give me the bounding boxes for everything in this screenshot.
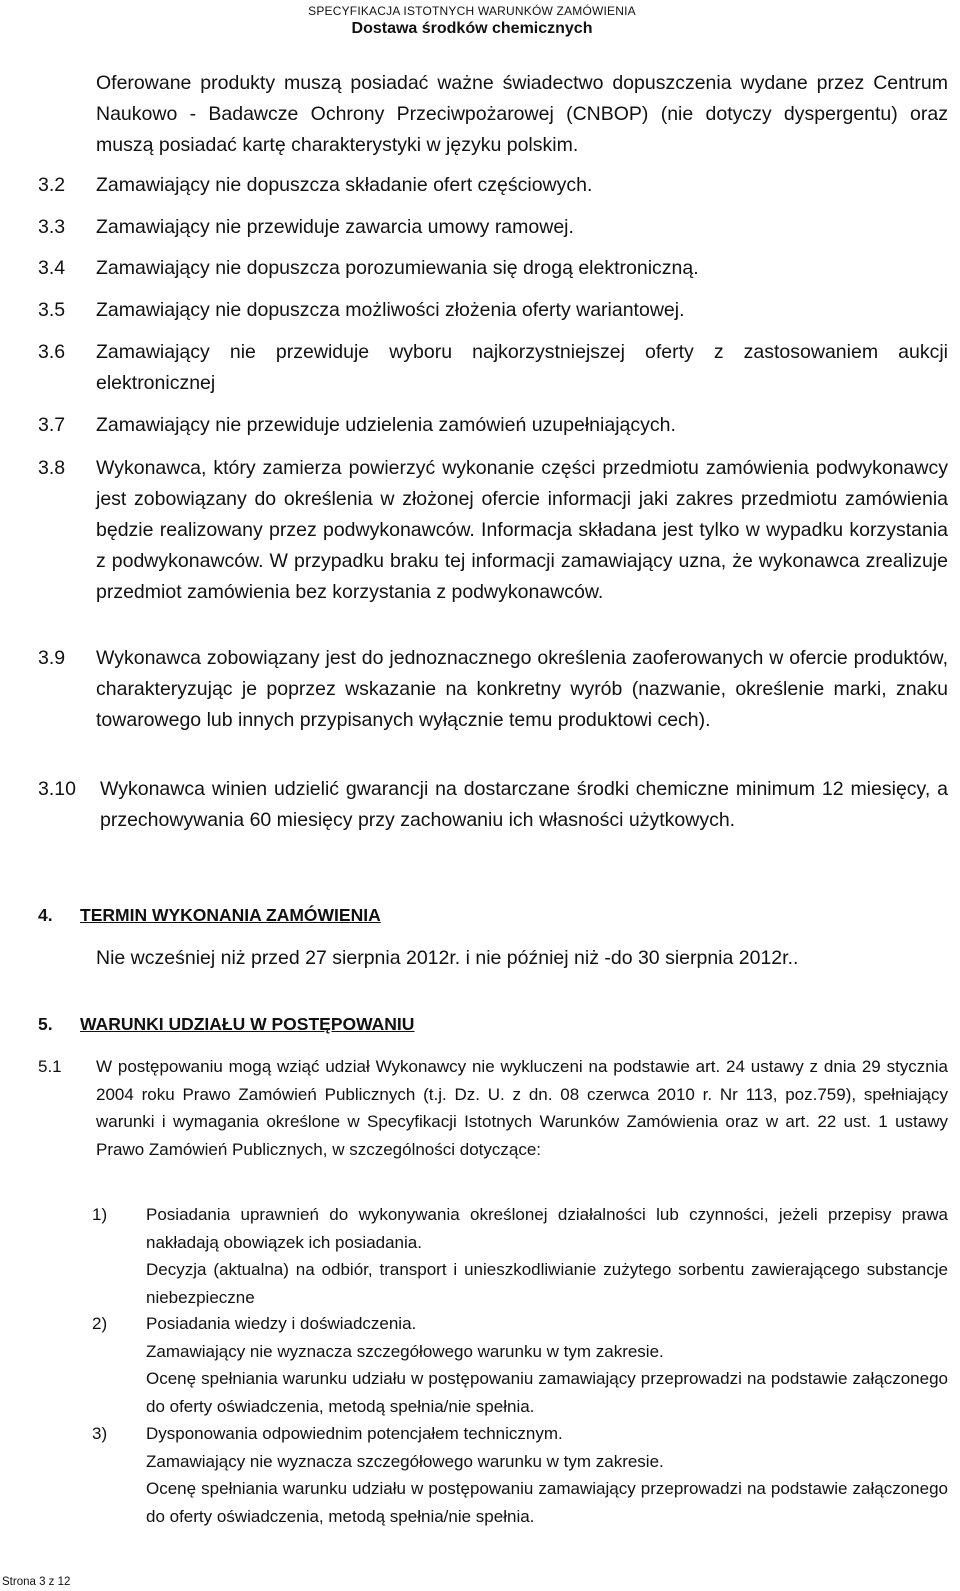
condition-text: [146, 1201, 948, 1311]
condition-number: 3): [92, 1424, 108, 1443]
page-header: [302, 4, 642, 38]
clause-number: 3.6: [38, 341, 66, 363]
condition-number: 2): [92, 1314, 108, 1333]
section-number: 4.: [38, 905, 53, 925]
clause-text: Zamawiający nie dopuszcza porozumiewania się drogą elektroniczną.: [96, 257, 699, 279]
clause-number: 3.9: [38, 647, 66, 669]
condition-line: Decyzja (aktualna) na odbiór, transport i unieszkodliwianie zużytego sorbentu zawierającego substancje niebezpieczne: [146, 1260, 948, 1307]
clause-number: 3.5: [38, 299, 66, 321]
condition-line: Posiadania wiedzy i doświadczenia.: [146, 1314, 417, 1333]
clause-text: Zamawiający nie dopuszcza możliwości złożenia oferty wariantowej.: [96, 299, 685, 321]
section-4-text: Nie wcześniej niż przed 27 sierpnia 2012r. i nie później niż -do 30 sierpnia 2012r..: [96, 947, 799, 969]
clause-text: W postępowaniu mogą wziąć udział Wykonawcy nie wykluczeni na podstawie art. 24 ustawy z dnia 29 stycznia 2004 roku Prawo Zamówień Publicznych (t.j. Dz. U. z dn. 08 czerwca 2010 r. Nr 113, poz.759), spełniający warunki i wymagania określone w Specyfikacji Istotnych Warunków Zamówienia oraz w art. 22 ust. 1 ustawy Prawo Zamówień Publicznych, w szczególności dotyczące:: [96, 1057, 948, 1159]
clause-number: 3.10: [38, 778, 76, 800]
clause-text: Zamawiający nie przewiduje udzielenia zamówień uzupełniających.: [96, 414, 676, 436]
header-subject: Dostawa środków chemicznych: [351, 20, 593, 37]
clause-text: Wykonawca zobowiązany jest do jednoznacznego określenia zaoferowanych w ofercie produktów, charakteryzując je poprzez wskazanie na konkretny wyrób (nazwanie, określenie marki, znaku towarowego lub innych przypisanych wyłącznie temu produktowi cech).: [96, 647, 948, 731]
section-number: 5.: [38, 1014, 53, 1034]
section-4-heading: [38, 905, 381, 926]
clause-number: 3.3: [38, 216, 66, 238]
clause-number: 3.8: [38, 457, 66, 479]
section-title: TERMIN WYKONANIA ZAMÓWIENIA: [80, 905, 381, 925]
clause-text: Zamawiający nie dopuszcza składanie ofert częściowych.: [96, 174, 593, 196]
clause-text: Zamawiający nie przewiduje wyboru najkorzystniejszej oferty z zastosowaniem aukcji elektronicznej: [96, 341, 948, 394]
condition-line: Ocenę spełniania warunku udziału w postępowaniu zamawiający przeprowadzi na podstawie załączonego do oferty oświadczenia, metodą spełnia/nie spełnia.: [146, 1479, 948, 1526]
page-number: Strona 3 z 12: [2, 1576, 71, 1588]
clause-text: Wykonawca winien udzielić gwarancji na dostarczane środki chemiczne minimum 12 miesięcy, a przechowywania 60 miesięcy przy zachowaniu ich własności użytkowych.: [100, 778, 948, 831]
condition-text: [146, 1420, 948, 1530]
clause-number: 3.2: [38, 174, 66, 196]
intro-paragraph: Oferowane produkty muszą posiadać ważne świadectwo dopuszczenia wydane przez Centrum Naukowo - Badawcze Ochrony Przeciwpożarowej (CNBOP) (nie dotyczy dyspergentu) oraz muszą posiadać kartę charakterystyki w języku polskim.: [96, 72, 948, 156]
section-5-heading: [38, 1014, 414, 1035]
condition-number: 1): [92, 1205, 108, 1224]
clause-number: 3.7: [38, 414, 66, 436]
header-spec-title: SPECYFIKACJA ISTOTNYCH WARUNKÓW ZAMÓWIENIA: [308, 4, 636, 18]
clause-number: 5.1: [38, 1057, 62, 1076]
clause-number: 3.4: [38, 257, 66, 279]
condition-line: Ocenę spełniania warunku udziału w postępowaniu zamawiający przeprowadzi na podstawie załączonego do oferty oświadczenia, metodą spełnia/nie spełnia.: [146, 1369, 948, 1416]
condition-line: Dysponowania odpowiednim potencjałem technicznym.: [146, 1424, 563, 1443]
condition-line: Zamawiający nie wyznacza szczegółowego warunku w tym zakresie.: [146, 1451, 664, 1471]
condition-line: Zamawiający nie wyznacza szczegółowego warunku w tym zakresie.: [146, 1341, 664, 1361]
clause-text: Zamawiający nie przewiduje zawarcia umowy ramowej.: [96, 216, 574, 238]
condition-line: Posiadania uprawnień do wykonywania określonej działalności lub czynności, jeżeli przepisy prawa nakładają obowiązek ich posiadania.: [146, 1205, 948, 1252]
condition-text: [146, 1310, 948, 1420]
clause-text: Wykonawca, który zamierza powierzyć wykonanie części przedmiotu zamówienia podwykonawcy jest zobowiązany do określenia w złożonej ofercie informacji jaki zakres przedmiotu zamówienia będzie realizowany przez podwykonawców. Informacja składana jest tylko w wypadku korzystania z podwykonawców. W przypadku braku tej informacji zamawiający uzna, że wykonawca zrealizuje przedmiot zamówienia bez korzystania z podwykonawców.: [96, 457, 948, 603]
section-title: WARUNKI UDZIAŁU W POSTĘPOWANIU: [80, 1014, 415, 1034]
